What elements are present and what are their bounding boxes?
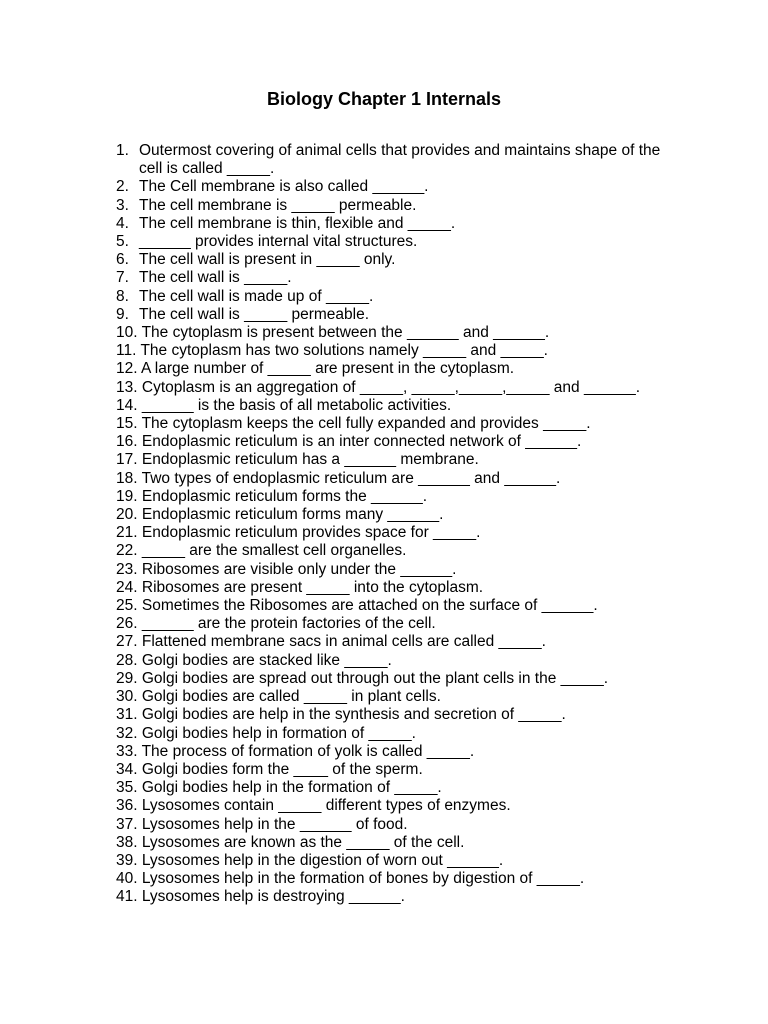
- question-number: 33.: [116, 742, 138, 760]
- question-text: Cytoplasm is an aggregation of _____, _____,_____,_____ and ______.: [141, 378, 640, 396]
- question-item: [116, 142, 676, 178]
- question-text: Flattened membrane sacs in animal cells are called _____.: [141, 633, 546, 651]
- question-item: [116, 888, 676, 906]
- question-item: [116, 779, 676, 797]
- question-item: [116, 870, 676, 888]
- question-item: [116, 797, 676, 815]
- question-item: [116, 269, 676, 287]
- question-text: Endoplasmic reticulum has a ______ membrane.: [141, 451, 479, 469]
- question-item: [116, 561, 676, 579]
- question-number: 36.: [116, 797, 138, 815]
- question-number: 22.: [116, 542, 138, 560]
- question-item: [116, 488, 676, 506]
- question-number: 34.: [116, 760, 138, 778]
- question-number: 19.: [116, 487, 138, 505]
- question-item: [116, 342, 676, 360]
- question-text: Ribosomes are present _____ into the cytoplasm.: [141, 578, 484, 596]
- question-item: [116, 360, 676, 378]
- question-item: [116, 816, 676, 834]
- question-number: 16.: [116, 433, 138, 451]
- question-number: 32.: [116, 724, 138, 742]
- question-text: A large number of _____ are present in the cytoplasm.: [141, 360, 515, 378]
- question-number: 4.: [116, 214, 129, 232]
- question-item: [116, 834, 676, 852]
- question-number: 17.: [116, 451, 138, 469]
- question-number: 24.: [116, 578, 138, 596]
- question-number: 5.: [116, 233, 129, 251]
- question-number: 26.: [116, 615, 138, 633]
- question-item: [116, 579, 676, 597]
- question-list: [116, 142, 676, 907]
- question-text: Lysosomes are known as the _____ of the cell.: [141, 833, 465, 851]
- question-text: The cell wall is made up of _____.: [139, 287, 374, 305]
- question-item: [116, 178, 676, 196]
- question-item: [116, 597, 676, 615]
- question-item: [116, 197, 676, 215]
- question-text: Endoplasmic reticulum is an inter connected network of ______.: [141, 433, 582, 451]
- question-text: The cytoplasm has two solutions namely _____ and _____.: [140, 342, 548, 360]
- question-text: Golgi bodies are called _____ in plant cells.: [141, 688, 441, 706]
- question-number: 2.: [116, 178, 129, 196]
- question-text: The process of formation of yolk is called _____.: [141, 742, 475, 760]
- question-text: The cell wall is _____.: [139, 269, 292, 287]
- question-item: [116, 542, 676, 560]
- question-item: [116, 652, 676, 670]
- question-number: 40.: [116, 870, 138, 888]
- question-number: 10.: [116, 324, 138, 342]
- question-item: [116, 288, 676, 306]
- question-number: 8.: [116, 287, 129, 305]
- question-item: [116, 506, 676, 524]
- question-item: [116, 415, 676, 433]
- question-text: Lysosomes help in the formation of bones by digestion of _____.: [141, 870, 585, 888]
- question-number: 9.: [116, 305, 129, 323]
- question-text: The cell membrane is thin, flexible and _____.: [139, 214, 456, 232]
- question-number: 6.: [116, 251, 129, 269]
- question-text: Endoplasmic reticulum forms many ______.: [141, 506, 444, 524]
- question-number: 12.: [116, 360, 138, 378]
- question-number: 15.: [116, 415, 138, 433]
- question-text: The cytoplasm keeps the cell fully expanded and provides _____.: [141, 415, 591, 433]
- question-text: Lysosomes help in the ______ of food.: [141, 815, 408, 833]
- question-text: The cell membrane is _____ permeable.: [139, 196, 417, 214]
- question-number: 11.: [116, 342, 137, 360]
- question-number: 14.: [116, 396, 138, 414]
- question-item: [116, 633, 676, 651]
- question-text: The cell wall is _____ permeable.: [139, 305, 370, 323]
- question-number: 21.: [116, 524, 138, 542]
- question-number: 39.: [116, 851, 138, 869]
- question-text: Golgi bodies help in the formation of _____.: [141, 779, 442, 797]
- question-text: The cell wall is present in _____ only.: [139, 251, 396, 269]
- question-text: Lysosomes help is destroying ______.: [141, 888, 405, 906]
- question-item: [116, 215, 676, 233]
- question-number: 1.: [116, 142, 129, 159]
- question-item: [116, 379, 676, 397]
- question-item: [116, 725, 676, 743]
- question-number: 31.: [116, 706, 138, 724]
- question-item: [116, 306, 676, 324]
- question-number: 35.: [116, 779, 138, 797]
- question-number: 38.: [116, 833, 138, 851]
- question-item: [116, 852, 676, 870]
- question-text: Two types of endoplasmic reticulum are ______ and ______.: [141, 469, 561, 487]
- question-number: 29.: [116, 669, 138, 687]
- question-number: 30.: [116, 688, 138, 706]
- question-item: [116, 397, 676, 415]
- question-number: 37.: [116, 815, 138, 833]
- question-item: [116, 451, 676, 469]
- question-text: Endoplasmic reticulum forms the ______.: [141, 487, 428, 505]
- question-text: Golgi bodies are help in the synthesis and secretion of _____.: [141, 706, 566, 724]
- page-title: Biology Chapter 1 Internals: [266, 89, 502, 109]
- question-item: [116, 761, 676, 779]
- question-number: 28.: [116, 651, 138, 669]
- question-number: 20.: [116, 506, 138, 524]
- question-text: Ribosomes are visible only under the ______.: [141, 560, 457, 578]
- question-number: 3.: [116, 196, 129, 214]
- question-number: 25.: [116, 597, 138, 615]
- question-item: [116, 233, 676, 251]
- question-number: 23.: [116, 560, 138, 578]
- question-text: Lysosomes contain _____ different types of enzymes.: [141, 797, 511, 815]
- question-item: [116, 470, 676, 488]
- question-number: 27.: [116, 633, 138, 651]
- question-text: The Cell membrane is also called ______.: [139, 178, 429, 196]
- question-item: [116, 251, 676, 269]
- question-text: Endoplasmic reticulum provides space for _____.: [141, 524, 481, 542]
- question-number: 18.: [116, 469, 138, 487]
- question-text: Golgi bodies are spread out through out the plant cells in the _____.: [141, 669, 609, 687]
- question-text: ______ is the basis of all metabolic activities.: [141, 396, 452, 414]
- question-number: 41.: [116, 888, 138, 906]
- question-text: Golgi bodies are stacked like _____.: [141, 651, 392, 669]
- question-text: ______ are the protein factories of the cell.: [141, 615, 436, 633]
- question-text: Golgi bodies form the ____ of the sperm.: [141, 760, 423, 778]
- question-text: The cytoplasm is present between the ______ and ______.: [141, 324, 550, 342]
- question-item: [116, 706, 676, 724]
- question-text: Sometimes the Ribosomes are attached on the surface of ______.: [141, 597, 598, 615]
- question-number: 13.: [116, 378, 138, 396]
- question-item: [116, 688, 676, 706]
- question-item: [116, 743, 676, 761]
- question-number: 7.: [116, 269, 129, 287]
- question-item: [116, 524, 676, 542]
- question-item: [116, 670, 676, 688]
- question-text: Outermost covering of animal cells that provides and maintains shape of the cell is called _____.: [139, 142, 661, 178]
- question-text: ______ provides internal vital structures.: [139, 233, 418, 251]
- question-text: _____ are the smallest cell organelles.: [141, 542, 407, 560]
- question-item: [116, 324, 676, 342]
- question-text: Golgi bodies help in formation of _____.: [141, 724, 416, 742]
- question-text: Lysosomes help in the digestion of worn out ______.: [141, 851, 504, 869]
- question-item: [116, 615, 676, 633]
- question-item: [116, 433, 676, 451]
